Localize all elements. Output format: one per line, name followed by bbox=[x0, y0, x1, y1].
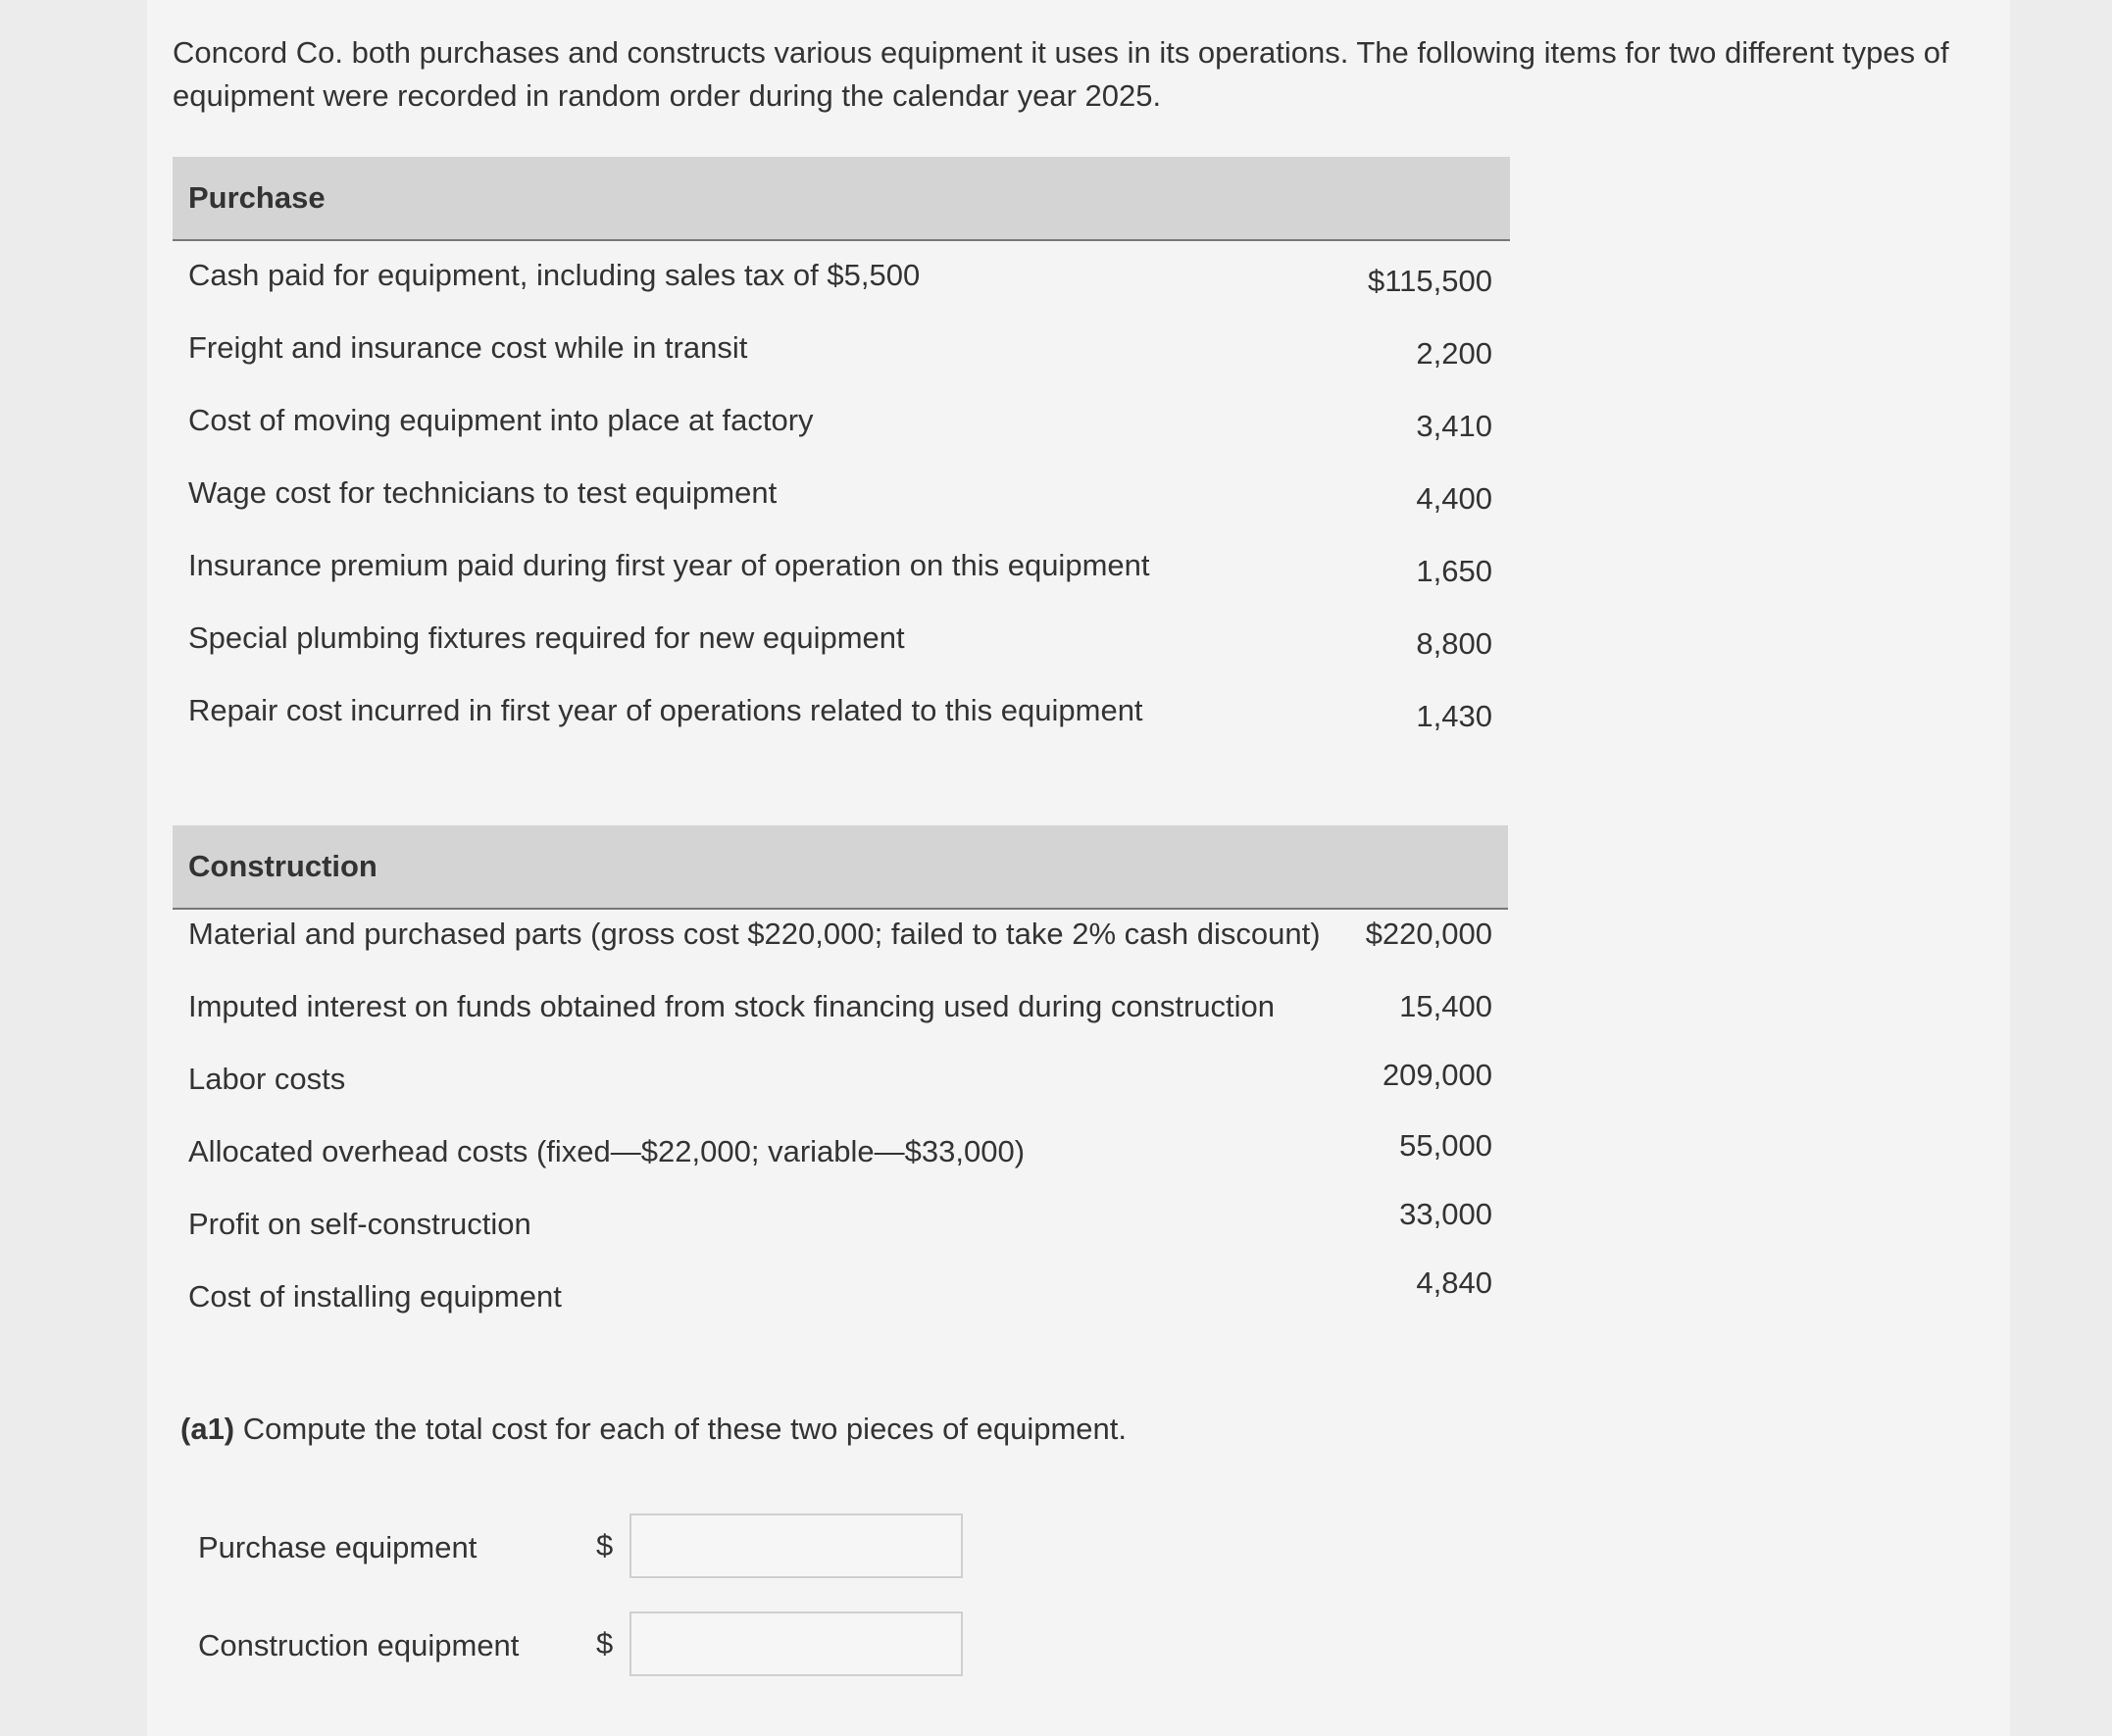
purchase-row bbox=[188, 312, 1492, 384]
question-label: (a1) bbox=[180, 1412, 235, 1446]
answer-label: Construction equipment bbox=[198, 1628, 520, 1662]
purchase-row-amount: 8,800 bbox=[1416, 626, 1492, 661]
construction-row-amount: 55,000 bbox=[1399, 1128, 1492, 1163]
purchase-row-amount: 3,410 bbox=[1416, 409, 1492, 443]
currency-symbol: $ bbox=[596, 1528, 614, 1562]
purchase-row bbox=[188, 602, 1492, 674]
currency-symbol: $ bbox=[596, 1626, 614, 1661]
purchase-row-amount: $115,500 bbox=[1368, 264, 1492, 298]
purchase-row-label: Insurance premium paid during first year of operation on this equipment bbox=[188, 548, 1150, 582]
purchase-row bbox=[188, 457, 1492, 529]
answer-label: Purchase equipment bbox=[198, 1530, 478, 1564]
construction-row-label: Allocated overhead costs (fixed—$22,000; variable—$33,000) bbox=[188, 1134, 1026, 1168]
purchase-row bbox=[188, 674, 1492, 747]
purchase-section-title: Purchase bbox=[188, 180, 326, 215]
construction-row-amount: 4,840 bbox=[1416, 1265, 1492, 1300]
construction-row bbox=[188, 1261, 1492, 1333]
construction-row-label: Cost of installing equipment bbox=[188, 1279, 562, 1314]
purchase-row bbox=[188, 529, 1492, 602]
question-text: Compute the total cost for each of these two pieces of equipment. bbox=[242, 1412, 1128, 1446]
construction-row bbox=[188, 898, 1492, 970]
purchase-row-amount: 4,400 bbox=[1416, 481, 1492, 516]
purchase-row-label: Repair cost incurred in first year of operations related to this equipment bbox=[188, 693, 1143, 727]
purchase-equipment-answer bbox=[198, 1513, 982, 1582]
construction-row bbox=[188, 1116, 1492, 1188]
construction-row bbox=[188, 1188, 1492, 1261]
construction-row-label: Material and purchased parts (gross cost $220,000; failed to take 2% cash discount) bbox=[188, 917, 1321, 951]
construction-row-amount: 209,000 bbox=[1382, 1058, 1492, 1092]
purchase-equipment-input[interactable] bbox=[629, 1513, 963, 1578]
construction-row-label: Labor costs bbox=[188, 1062, 346, 1096]
purchase-row-label: Cash paid for equipment, including sales tax of $5,500 bbox=[188, 258, 921, 292]
construction-row bbox=[188, 970, 1492, 1043]
construction-row-label: Profit on self-construction bbox=[188, 1207, 531, 1241]
construction-row bbox=[188, 1043, 1492, 1116]
purchase-row bbox=[188, 239, 1492, 312]
construction-row-label: Imputed interest on funds obtained from stock financing used during construction bbox=[188, 989, 1276, 1023]
purchase-row bbox=[188, 384, 1492, 457]
purchase-row-label: Special plumbing fixtures required for new equipment bbox=[188, 620, 905, 655]
question-prompt bbox=[180, 1412, 1127, 1447]
construction-equipment-input[interactable] bbox=[629, 1612, 963, 1676]
construction-section-title: Construction bbox=[188, 849, 377, 883]
purchase-row-amount: 2,200 bbox=[1416, 336, 1492, 371]
purchase-row-amount: 1,650 bbox=[1416, 554, 1492, 588]
construction-row-amount: $220,000 bbox=[1365, 917, 1492, 951]
construction-equipment-answer bbox=[198, 1612, 982, 1680]
purchase-row-label: Freight and insurance cost while in transit bbox=[188, 330, 748, 365]
purchase-section-header bbox=[173, 157, 1510, 241]
construction-row-amount: 15,400 bbox=[1399, 989, 1492, 1023]
construction-row-amount: 33,000 bbox=[1399, 1197, 1492, 1231]
intro-text: Concord Co. both purchases and constructs various equipment it uses in its operations. The following items for two different types of equipment were recorded in random order during the calendar year 2025. bbox=[173, 35, 1949, 113]
purchase-row-label: Cost of moving equipment into place at factory bbox=[188, 403, 814, 437]
purchase-row-label: Wage cost for technicians to test equipment bbox=[188, 475, 778, 510]
purchase-row-amount: 1,430 bbox=[1416, 699, 1492, 733]
